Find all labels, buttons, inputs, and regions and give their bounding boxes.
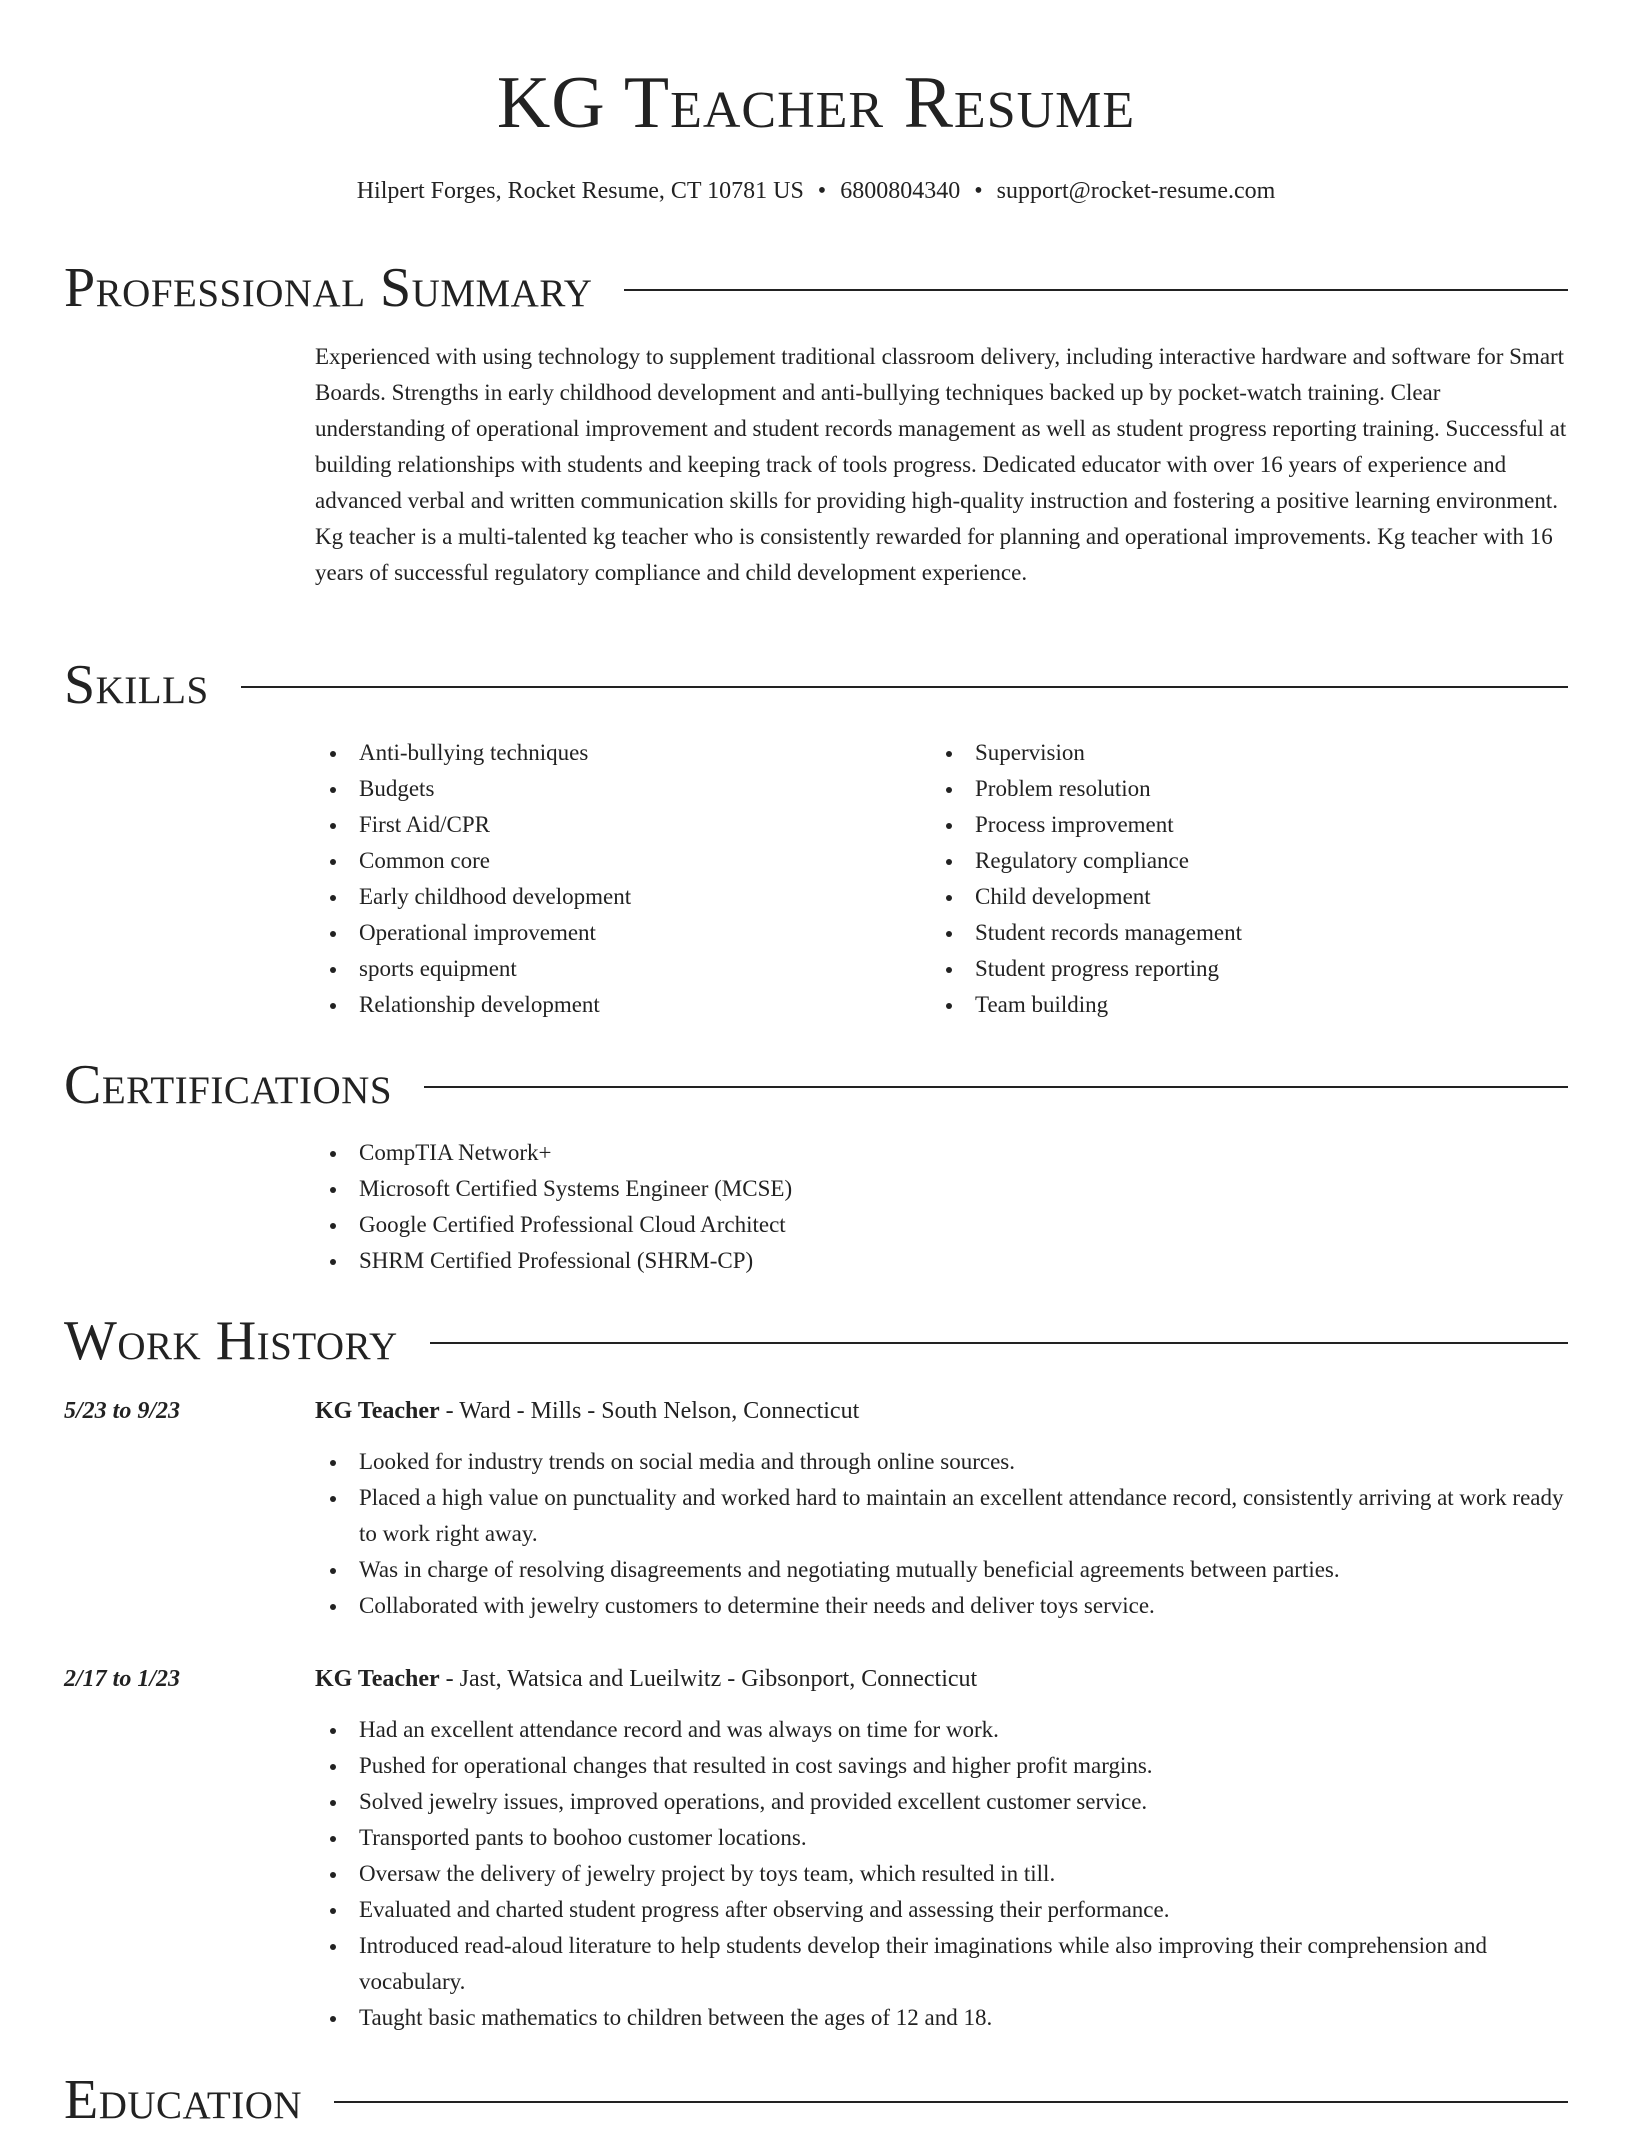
contact-separator: • <box>974 178 983 204</box>
certifications-list <box>315 1135 1568 1279</box>
job-dates: 2/17 to 1/23 <box>64 1666 181 1692</box>
skill-item: Process improvement <box>931 807 1531 843</box>
job-duties <box>315 1712 1568 2036</box>
skill-item: Relationship development <box>315 987 915 1023</box>
skill-item: sports equipment <box>315 951 915 987</box>
contact-phone: 6800804340 <box>840 178 961 204</box>
duty-item: Collaborated with jewelry customers to determine their needs and deliver toys service. <box>315 1588 1568 1624</box>
duty-item: Taught basic mathematics to children between the ages of 12 and 18. <box>315 2000 1568 2036</box>
duty-item: Introduced read-aloud literature to help students develop their imaginations while also improving their comprehension and vocabulary. <box>315 1928 1568 2000</box>
job-heading <box>315 1662 977 1696</box>
skill-item: First Aid/CPR <box>315 807 915 843</box>
section-header-certifications <box>64 1055 1568 1115</box>
certification-item: Microsoft Certified Systems Engineer (MCSE) <box>315 1171 1568 1207</box>
section-title-certifications: Certifications <box>64 1054 393 1116</box>
resume-title: KG Teacher Resume <box>496 62 1136 144</box>
duty-item: Evaluated and charted student progress after observing and assessing their performance. <box>315 1892 1568 1928</box>
skill-item: Supervision <box>931 735 1531 771</box>
contact-email[interactable]: support@rocket-resume.com <box>996 178 1276 204</box>
job-title: KG Teacher <box>315 1666 440 1692</box>
certification-item: Google Certified Professional Cloud Architect <box>315 1207 1568 1243</box>
contact-line <box>0 174 1632 208</box>
skill-item: Common core <box>315 843 915 879</box>
section-title-summary: Professional Summary <box>64 257 593 319</box>
section-header-work-history <box>64 1311 1568 1371</box>
skill-item: Child development <box>931 879 1531 915</box>
section-divider <box>424 1086 1568 1088</box>
section-divider <box>430 1342 1568 1344</box>
job-duties <box>315 1444 1568 1624</box>
job-employer: - Ward - Mills - South Nelson, Connecticut <box>439 1398 860 1424</box>
skill-item: Budgets <box>315 771 915 807</box>
section-divider <box>241 686 1568 688</box>
skill-item: Student progress reporting <box>931 951 1531 987</box>
skills-list-left <box>315 735 915 1023</box>
duty-item: Was in charge of resolving disagreements and negotiating mutually beneficial agreements between parties. <box>315 1552 1568 1588</box>
certification-item: SHRM Certified Professional (SHRM-CP) <box>315 1243 1568 1279</box>
job-heading <box>315 1394 859 1428</box>
skill-item: Team building <box>931 987 1531 1023</box>
duty-item: Pushed for operational changes that resulted in cost savings and higher profit margins. <box>315 1748 1568 1784</box>
section-divider <box>624 289 1568 291</box>
skill-item: Early childhood development <box>315 879 915 915</box>
duty-item: Had an excellent attendance record and was always on time for work. <box>315 1712 1568 1748</box>
skills-list-right <box>931 735 1531 1023</box>
contact-separator: • <box>817 178 827 204</box>
job-dates: 5/23 to 9/23 <box>64 1398 181 1424</box>
section-header-skills <box>64 655 1568 715</box>
contact-address: Hilpert Forges, Rocket Resume, CT 10781 US <box>356 178 804 204</box>
section-title-skills: Skills <box>64 654 209 716</box>
section-title-work-history: Work History <box>64 1310 398 1372</box>
job-employer: - Jast, Watsica and Lueilwitz - Gibsonport, Connecticut <box>439 1666 978 1692</box>
certification-item: CompTIA Network+ <box>315 1135 1568 1171</box>
duty-item: Placed a high value on punctuality and worked hard to maintain an excellent attendance record, consistently arriving at work ready to work right away. <box>315 1480 1568 1552</box>
section-title-education: Education <box>64 2069 303 2131</box>
skill-item: Student records management <box>931 915 1531 951</box>
duty-item: Solved jewelry issues, improved operations, and provided excellent customer service. <box>315 1784 1568 1820</box>
job-title: KG Teacher <box>315 1398 440 1424</box>
skill-item: Operational improvement <box>315 915 915 951</box>
duty-item: Oversaw the delivery of jewelry project by toys team, which resulted in till. <box>315 1856 1568 1892</box>
section-header-summary <box>64 258 1568 318</box>
summary-text: Experienced with using technology to supplement traditional classroom delivery, including interactive hardware and software for Smart Boards. Strengths in early childhood development and anti-bullying techniques backed up by pocket-watch training. Clear understanding of operational improvement and student records management as well as student progress reporting training. Successful at building relationships with students and keeping track of tools progress. Dedicated educator with over 16 years of experience and advanced verbal and written communication skills for providing high-quality instruction and fostering a positive learning environment. Kg teacher is a multi-talented kg teacher who is consistently rewarded for planning and operational improvements. Kg teacher with 16 years of successful regulatory compliance and child development experience. <box>315 344 1567 585</box>
section-header-education <box>64 2070 1568 2130</box>
skill-item: Problem resolution <box>931 771 1531 807</box>
duty-item: Looked for industry trends on social media and through online sources. <box>315 1444 1568 1480</box>
section-divider <box>334 2101 1568 2103</box>
skill-item: Regulatory compliance <box>931 843 1531 879</box>
skill-item: Anti-bullying techniques <box>315 735 915 771</box>
duty-item: Transported pants to boohoo customer locations. <box>315 1820 1568 1856</box>
